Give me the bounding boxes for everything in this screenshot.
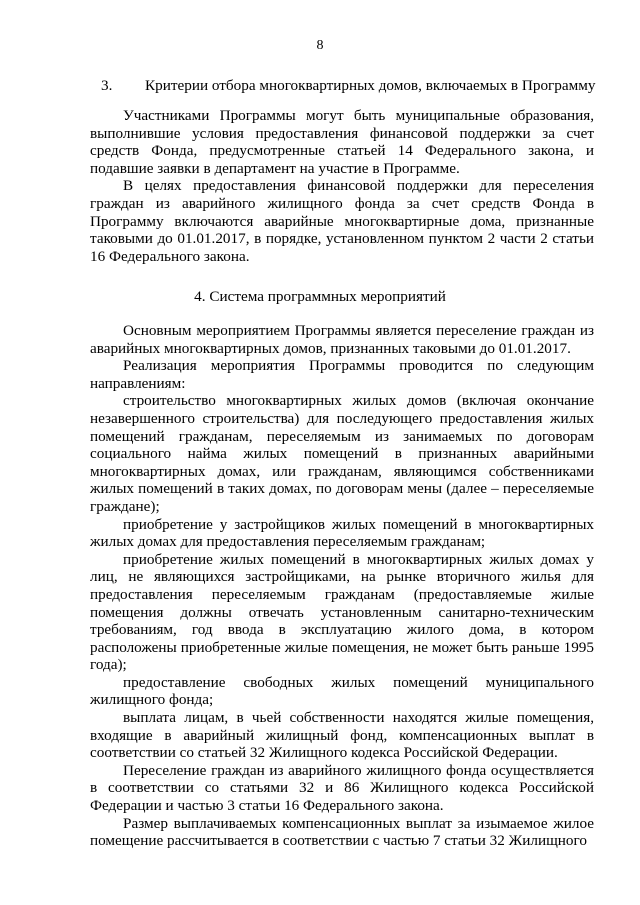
section-4-paragraph-municipal-fund: предоставление свободных жилых помещений муниципального жилищного фонда; (90, 673, 594, 709)
section-4-paragraph-compensation: выплата лицам, в чьей собственности находятся жилые помещения, входящие в аварийный жилищный фонд, компенсационных выплат в соответствии со статьей 32 Жилищного кодекса Российской Федерации. (90, 709, 594, 762)
section-3-body (90, 107, 594, 265)
section-4-heading: 4. Система программных мероприятий (194, 288, 446, 305)
section-4-paragraph-construction: строительство многоквартирных жилых домов (включая окончание незавершенного строительства) для последующего предоставления жилых помещений гражданам, переселяемым из занимаемых по договорам социального найма жилых помещений в признанных аварийными многоквартирных домах, или гражданам, являющимся собственниками жилых помещений в таких домах, по договорам мены (далее – переселяемые граждане); (90, 392, 594, 515)
section-3-number: 3. (101, 77, 113, 94)
section-4-paragraph-compensation-size: Размер выплачиваемых компенсационных выплат за изымаемое жилое помещение рассчитывается в соответствии с частью 7 статьи 32 Жилищного (90, 814, 594, 850)
section-4-paragraph-main-activity: Основным мероприятием Программы является переселение граждан из аварийных многоквартирных домов, признанных таковыми до 01.01.2017. (90, 322, 594, 357)
section-4-body (90, 322, 594, 850)
section-4-paragraph-directions: Реализация мероприятия Программы проводится по следующим направлениям: (90, 357, 594, 392)
section-4-paragraph-legal-basis: Переселение граждан из аварийного жилищного фонда осуществляется в соответствии со статьями 32 и 86 Жилищного кодекса Российской Федерации и частью 3 статьи 16 Федерального закона. (90, 761, 594, 815)
section-3-paragraph-inclusion-criteria: В целях предоставления финансовой поддержки для переселения граждан из аварийного жилищного фонда за счет средств Фонда в Программу включаются аварийные многоквартирные дома, признанные таковыми до 01.01.2017, в порядке, установленном пунктом 2 части 2 статьи 16 Федерального закона. (90, 177, 594, 265)
section-4-paragraph-purchase-developers: приобретение у застройщиков жилых помещений в многоквартирных жилых домах для предоставления переселяемым гражданам; (90, 515, 594, 551)
section-3-heading (101, 76, 595, 95)
section-3-title: Критерии отбора многоквартирных домов, включаемых в Программу (145, 77, 596, 94)
page-number: 8 (316, 38, 324, 53)
section-3-paragraph-participants: Участниками Программы могут быть муниципальные образования, выполнившие условия предоставления финансовой поддержки за счет средств Фонда, предусмотренные статьей 14 Федерального закона, и подавшие заявки в департамент на участие в Программе. (90, 107, 594, 177)
section-4-paragraph-purchase-secondary: приобретение жилых помещений в многоквартирных жилых домах у лиц, не являющихся застройщиками, на рынке вторичного жилья для предоставления переселяемым гражданам (предоставляемые жилые помещения должны отвечать установленным санитарно-техническим требованиям, год ввода в эксплуатацию жилого дома, в котором расположены приобретенные жилые помещения, не может быть раньше 1995 года); (90, 550, 594, 674)
